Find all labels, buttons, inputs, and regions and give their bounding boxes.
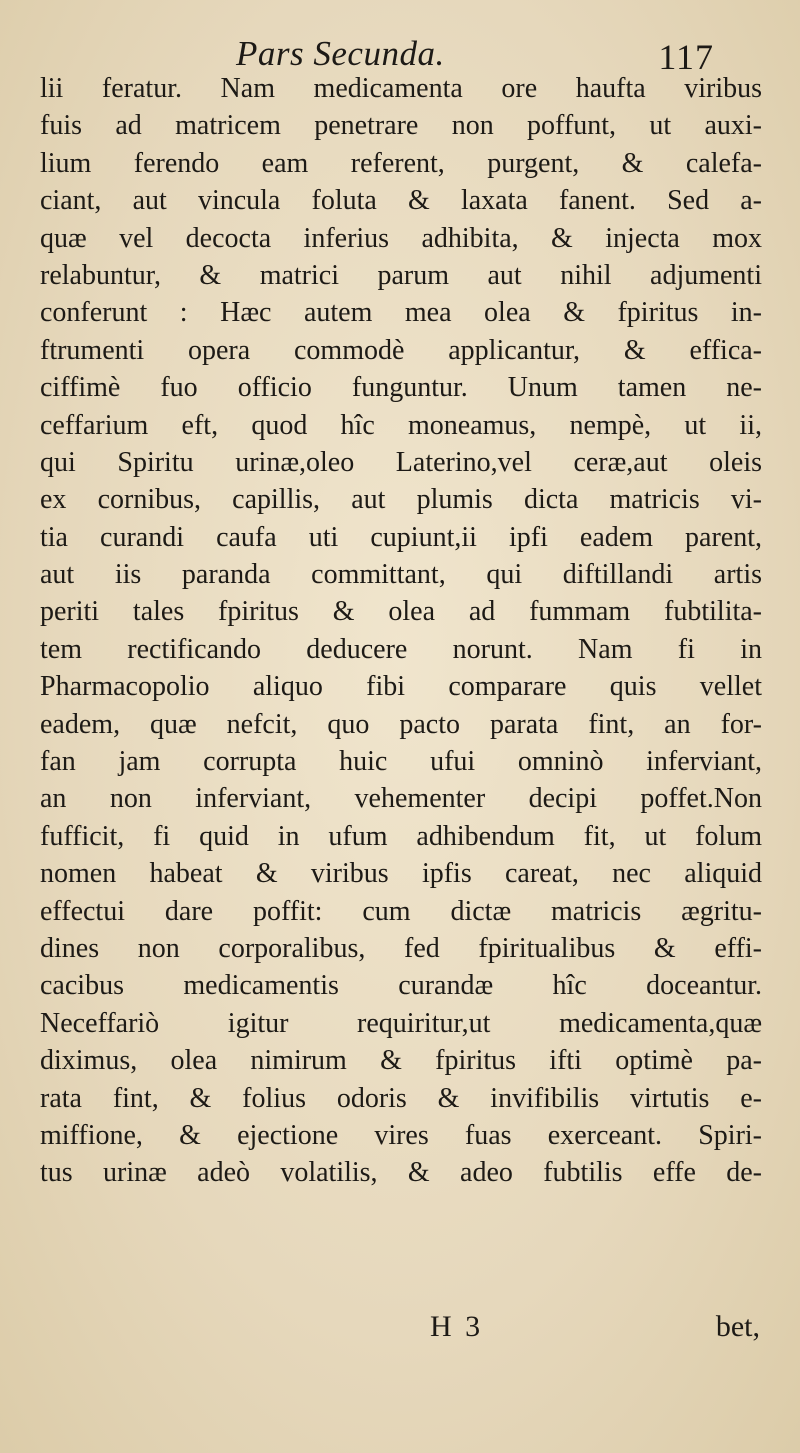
text-line: tia curandi caufa uti cupiunt,ii ipfi eadem parent, — [40, 521, 762, 553]
text-line: Pharmacopolio aliquo fibi comparare quis vellet — [40, 671, 762, 703]
text-line: ciant, aut vincula foluta & laxata fanent. Sed a- — [40, 185, 762, 217]
text-line: aut iis paranda committant, qui diftillandi artis — [40, 559, 762, 591]
text-line: eadem, quæ nefcit, quo pacto parata fint, an for- — [40, 708, 762, 740]
text-line: lii feratur. Nam medicamenta ore haufta viribus — [40, 73, 762, 104]
text-line: lium ferendo eam referent, purgent, & calefa- — [40, 147, 762, 179]
text-line: diximus, olea nimirum & fpiritus ifti optimè pa- — [40, 1045, 762, 1077]
text-line: cacibus medicamentis curandæ hîc doceantur. — [40, 970, 762, 1002]
text-line: fuis ad matricem penetrare non poffunt, ut auxi- — [40, 110, 762, 142]
page-number: 117 — [658, 37, 714, 77]
running-title: Pars Secunda. — [236, 34, 445, 73]
text-line: periti tales fpiritus & olea ad fummam fubtilita- — [40, 596, 762, 628]
text-line: fufficit, fi quid in ufum adhibendum fit, ut folum — [40, 820, 762, 852]
text-line: miffione, & ejectione vires fuas exerceant. Spiri- — [40, 1119, 762, 1151]
text-line: qui Spiritu urinæ,oleo Laterino,vel ceræ,aut oleis — [40, 446, 762, 478]
text-line: ex cornibus, capillis, aut plumis dicta matricis vi- — [40, 484, 762, 516]
text-line: ceffarium eft, quod hîc moneamus, nempè, ut ii, — [40, 409, 762, 441]
text-line: fan jam corrupta huic ufui omninò inferviant, — [40, 746, 762, 778]
catchword: bet, — [715, 1310, 760, 1343]
text-line: dines non corporalibus, fed fpiritualibus & effi- — [40, 932, 762, 964]
text-line: Neceffariò igitur requiritur,ut medicamenta,quæ — [40, 1007, 762, 1039]
text-line: tem rectificando deducere norunt. Nam fi in — [40, 633, 762, 665]
text-line: conferunt : Hæc autem mea olea & fpiritus in- — [40, 297, 762, 329]
text-line: effectui dare poffit: cum dictæ matricis ægritu- — [40, 895, 762, 927]
text-line: ciffimè fuo officio funguntur. Unum tamen ne- — [40, 372, 762, 404]
text-line: ftrumenti opera commodè applicantur, & effica- — [40, 334, 762, 366]
text-line: an non inferviant, vehementer decipi poffet.Non — [40, 783, 762, 815]
text-line: nomen habeat & viribus ipfis careat, nec aliquid — [40, 858, 762, 890]
signature-mark: H 3 — [430, 1310, 484, 1343]
text-line: tus urinæ adeò volatilis, & adeo fubtilis effe de- — [40, 1157, 762, 1189]
text-line: quæ vel decocta inferius adhibita, & injecta mox — [40, 222, 762, 254]
text-line: rata fint, & folius odoris & invifibilis virtutis e- — [40, 1082, 762, 1114]
body-text — [40, 70, 762, 1192]
page-footer — [0, 1310, 800, 1370]
text-line: relabuntur, & matrici parum aut nihil adjumenti — [40, 259, 762, 291]
